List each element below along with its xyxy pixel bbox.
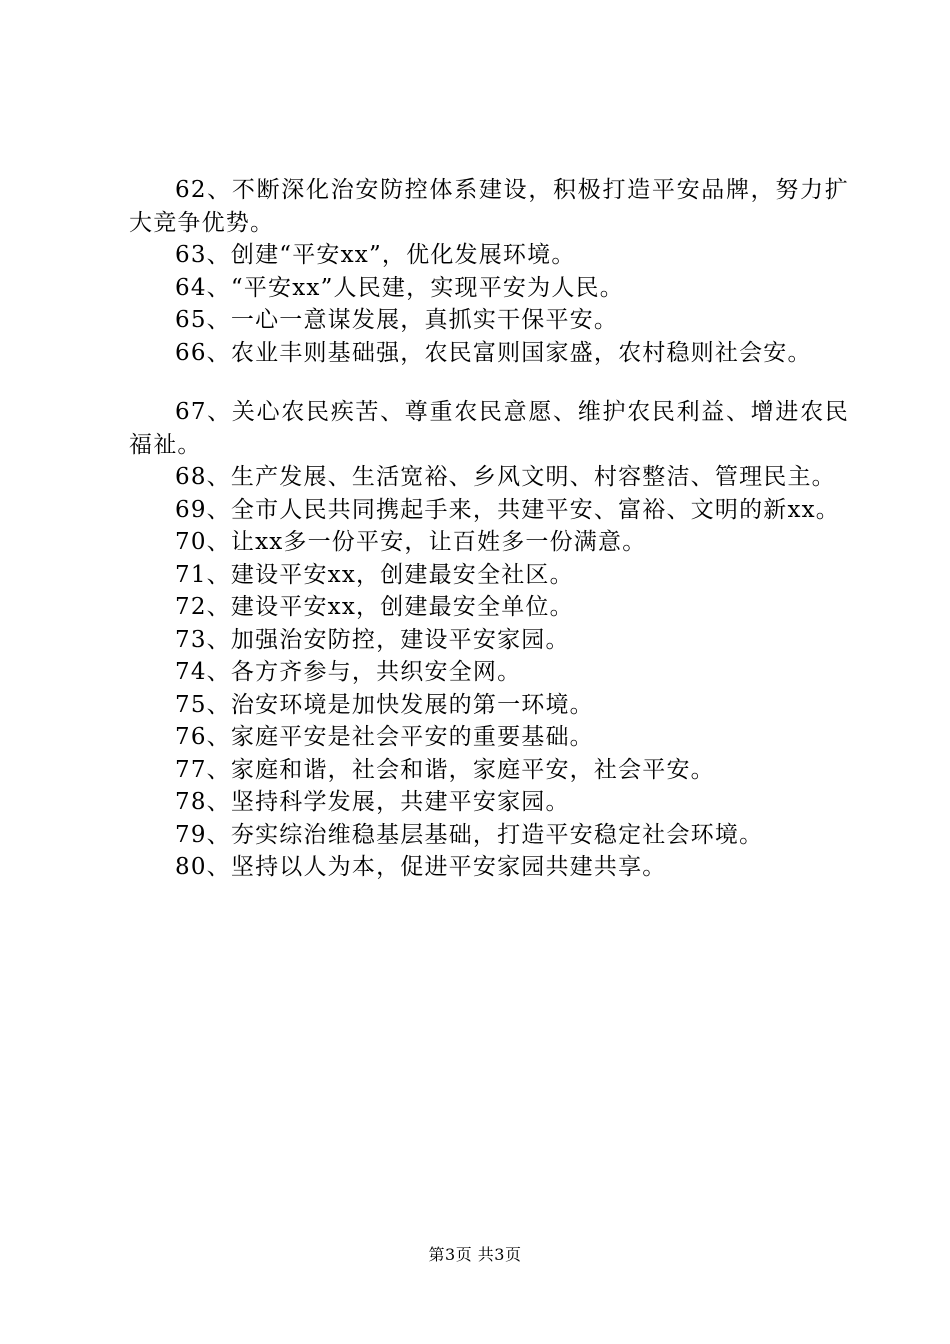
list-item: 73、加强治安防控，建设平安家园。 bbox=[175, 626, 570, 653]
page-footer bbox=[0, 1242, 950, 1265]
list-item: 67、关心农民疾苦、尊重农民意愿、维护农民利益、增进农民福祉。 bbox=[129, 399, 849, 458]
list-item: 75、治安环境是加快发展的第一环境。 bbox=[175, 691, 594, 718]
list-item: 77、家庭和谐，社会和谐，家庭平安，社会平安。 bbox=[175, 756, 715, 783]
list-item: 71、建设平安xx，创建最安全社区。 bbox=[175, 561, 574, 588]
list-item: 70、让xx多一份平安，让百姓多一份满意。 bbox=[175, 529, 647, 555]
list-item: 66、农业丰则基础强，农民富则国家盛，农村稳则社会安。 bbox=[175, 339, 812, 366]
list-item: 76、家庭平安是社会平安的重要基础。 bbox=[175, 724, 594, 750]
list-item: 79、夯实综治维稳基层基础，打造平安稳定社会环境。 bbox=[175, 821, 764, 848]
list-item: 65、一心一意谋发展，真抓实干保平安。 bbox=[175, 307, 619, 333]
list-item: 64、“平安xx”人民建，实现平安为人民。 bbox=[175, 274, 624, 301]
list-item: 74、各方齐参与，共织安全网。 bbox=[175, 659, 522, 685]
list-item: 78、坚持科学发展，共建平安家园。 bbox=[175, 789, 570, 815]
page-number-label: 第3页 共3页 bbox=[428, 1245, 522, 1264]
list-item: 62、不断深化治安防控体系建设，积极打造平安品牌，努力扩大竞争优势。 bbox=[129, 177, 849, 236]
document-body bbox=[129, 174, 849, 884]
list-item: 72、建设平安xx，创建最安全单位。 bbox=[175, 594, 574, 620]
list-item: 63、创建“平安xx”，优化发展环境。 bbox=[175, 242, 576, 268]
list-item: 68、生产发展、生活宽裕、乡风文明、村容整洁、管理民主。 bbox=[175, 464, 836, 490]
list-item: 80、坚持以人为本，促进平安家园共建共享。 bbox=[175, 854, 667, 880]
list-item: 69、全市人民共同携起手来，共建平安、富裕、文明的新xx。 bbox=[175, 496, 841, 523]
